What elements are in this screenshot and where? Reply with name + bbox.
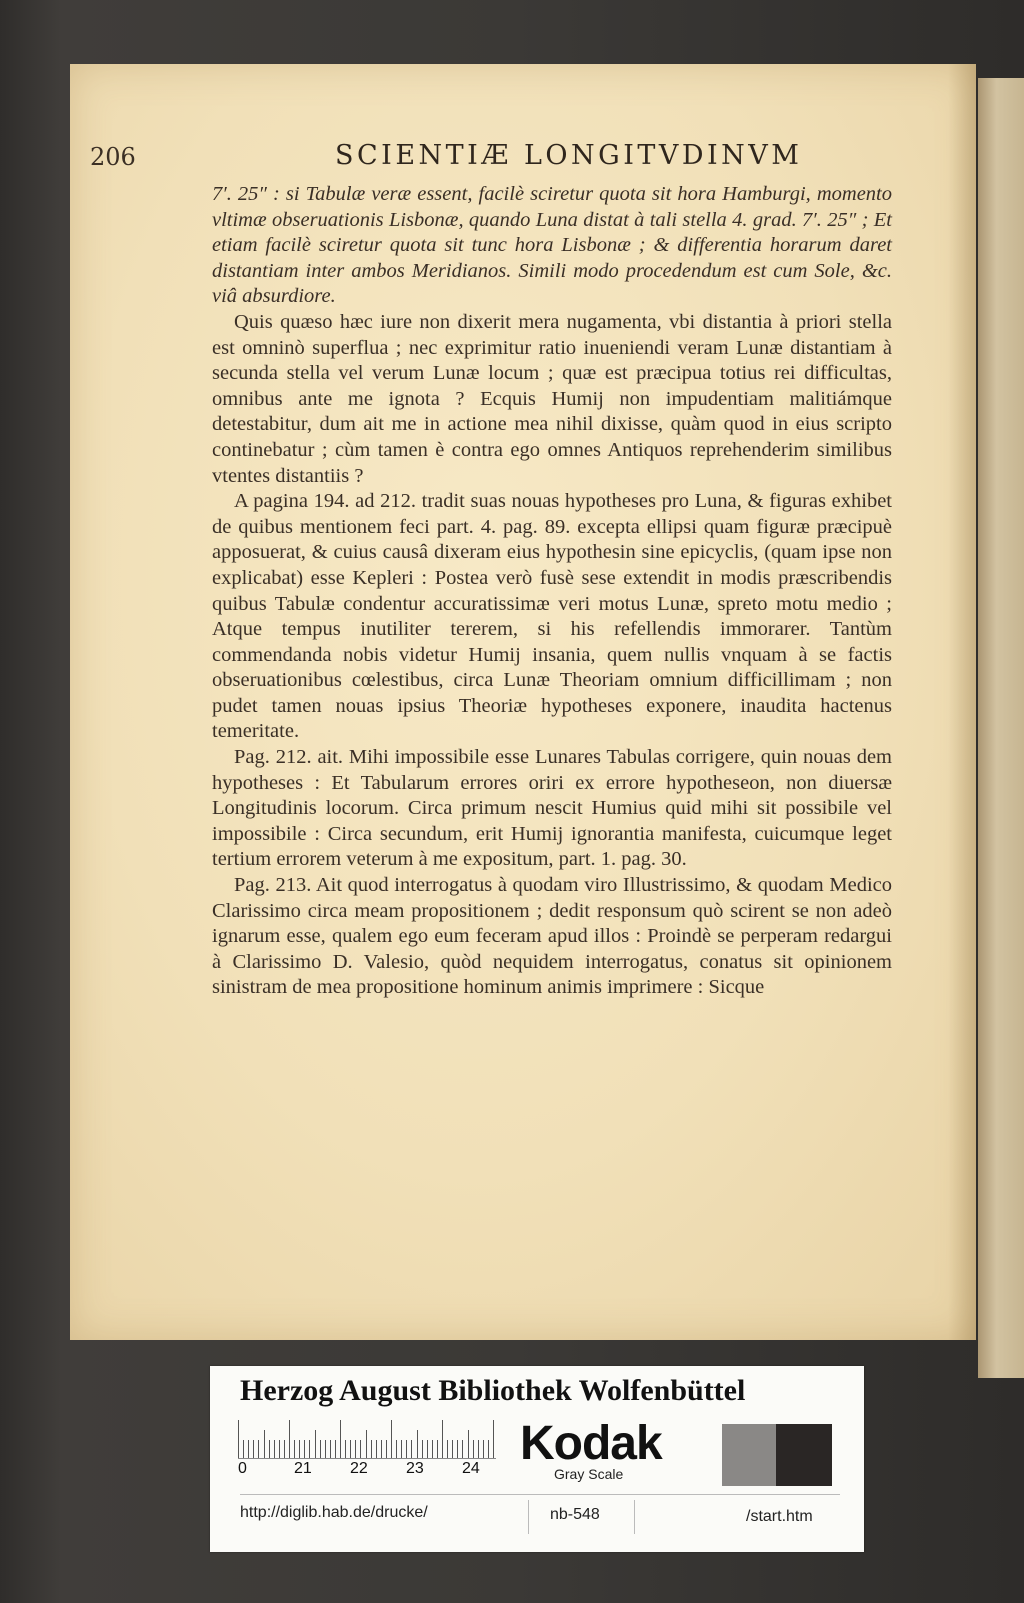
gray-scale-label: Gray Scale xyxy=(554,1466,624,1482)
ruler-tick xyxy=(274,1440,275,1458)
ruler-tick xyxy=(366,1430,367,1458)
ruler-number: 21 xyxy=(294,1460,312,1477)
start-url: /start.htm xyxy=(746,1508,813,1525)
ruler-tick xyxy=(248,1440,249,1458)
ruler-tick xyxy=(371,1440,372,1458)
ruler-tick xyxy=(320,1440,321,1458)
running-head: SCIENTIÆ LONGITVDINVM xyxy=(335,140,803,171)
ruler-tick xyxy=(488,1440,489,1458)
ruler-tick xyxy=(345,1440,346,1458)
paragraph-3: A pagina 194. ad 212. tradit suas nouas hypotheses pro Luna, & figuras exhibet de quibus mentionem feci part. 4. pag. 89. excepta ellipsi quam figuræ præcipuè apposuerat, & cuius causâ dixeram eius hypothesin sine epicyclis, (quam ipse non explicabat) esse Kepleri : Postea verò fusè sese extendit in modis præscribendis quibus Tabulæ condentur accuratissimæ veri motus Lunæ, spreto motu medio ; Atque tempus inutiliter tererem, si his refellendis immorarer. Tantùm commendanda nobis videtur Humij insania, quem nullis vnquam à se factis obseruationibus cœlestibus, circa Lunæ Theoriam omnium difficillimam ; non pudet tamen nouas ipsius Theoriæ hypotheses exponere, inaudita hactenus temeritate. xyxy=(212,490,892,743)
ruler-numbers xyxy=(230,1460,530,1484)
paragraph-1: 7′. 25″ : si Tabulæ veræ essent, facilè sciretur quota sit hora Hamburgi, momento vltimæ obseruationis Lisbonæ, quando Luna distat à tali stella 4. grad. 7′. 25″ ; Et etiam facilè sciretur quota sit tunc hora Lisbonæ ; & differentia horarum daret distantiam inter ambos Meridianos. Simili modo procedendum est cum Sole, &c. viâ absurdiore. xyxy=(212,183,892,308)
dark-swatch xyxy=(776,1424,832,1486)
ruler-tick xyxy=(381,1440,382,1458)
ruler-tick xyxy=(442,1420,443,1458)
library-name: Herzog August Bibliothek Wolfenbüttel xyxy=(240,1374,746,1407)
ruler-tick xyxy=(401,1440,402,1458)
ruler-number: 23 xyxy=(406,1460,424,1477)
ruler-tick xyxy=(258,1440,259,1458)
target-divider xyxy=(240,1494,840,1495)
ruler-tick xyxy=(304,1440,305,1458)
separator xyxy=(528,1500,529,1534)
facing-page-edge xyxy=(978,78,1024,1378)
ruler-tick xyxy=(309,1440,310,1458)
ruler-tick xyxy=(243,1440,244,1458)
ruler-tick xyxy=(437,1440,438,1458)
ruler-tick xyxy=(299,1440,300,1458)
ruler-tick xyxy=(264,1430,265,1458)
ruler-tick xyxy=(289,1420,290,1458)
ruler-tick xyxy=(315,1430,316,1458)
ruler-tick xyxy=(468,1430,469,1458)
ruler-tick xyxy=(335,1440,336,1458)
ruler-tick xyxy=(325,1440,326,1458)
page-number: 206 xyxy=(90,143,136,171)
ruler-tick xyxy=(447,1440,448,1458)
shelf-code: nb-548 xyxy=(550,1506,600,1523)
ruler-tick xyxy=(391,1420,392,1458)
ruler-tick xyxy=(422,1440,423,1458)
ruler-tick xyxy=(478,1440,479,1458)
library-url: http://diglib.hab.de/drucke/ xyxy=(240,1504,428,1521)
color-target-card xyxy=(210,1366,864,1552)
ruler-tick xyxy=(457,1440,458,1458)
ruler-tick xyxy=(376,1440,377,1458)
ruler-tick xyxy=(269,1440,270,1458)
ruler-tick xyxy=(406,1440,407,1458)
separator xyxy=(634,1500,635,1534)
kodak-logo: Kodak xyxy=(520,1417,662,1470)
paragraph-5: Pag. 213. Ait quod interrogatus à quodam viro Illustrissimo, & quodam Medico Clarissimo circa meam propositionem ; dedit responsum quò scirent se non adeò ignarum esse, qualem ego eum feceram apud illos : Proindè se perperam redargui à Clarissimo D. Valesio, quòd nequidem interrogatus, conatus sit opinionem sinistram de mea propositione hominum animis imprimere : Sicque xyxy=(212,874,892,999)
ruler-tick xyxy=(340,1420,341,1458)
ruler-tick xyxy=(284,1440,285,1458)
ruler-tick xyxy=(238,1420,239,1458)
ruler-tick xyxy=(483,1440,484,1458)
ruler-number: 22 xyxy=(350,1460,368,1477)
gray-swatch xyxy=(722,1424,776,1486)
ruler xyxy=(238,1418,496,1459)
ruler-tick xyxy=(253,1440,254,1458)
ruler-tick xyxy=(330,1440,331,1458)
ruler-tick xyxy=(360,1440,361,1458)
ruler-tick xyxy=(350,1440,351,1458)
ruler-tick xyxy=(452,1440,453,1458)
ruler-number: 24 xyxy=(462,1460,480,1477)
paragraph-4: Pag. 212. ait. Mihi impossibile esse Lunares Tabulas corrigere, quin nouas dem hypotheses : Et Tabularum errores oriri ex errore hypotheseon, non diuersæ Longitudinis locorum. Circa primum nescit Humius quid mihi sit possibile vel impossibile : Circa secundum, erit Humij ignorantia manifesta, cuicumque leget tertium errorem veterum à me expositum, part. 1. pag. 30. xyxy=(212,746,892,871)
ruler-tick xyxy=(432,1440,433,1458)
ruler-tick xyxy=(396,1440,397,1458)
ruler-tick xyxy=(411,1440,412,1458)
ruler-tick xyxy=(294,1440,295,1458)
ruler-tick xyxy=(386,1440,387,1458)
paragraph-2: Quis quæso hæc iure non dixerit mera nugamenta, vbi distantia à priori stella est omninò superflua ; nec exprimitur ratio inueniendi veram Lunæ distantiam à secunda stella vel verum Lunæ locum ; quæ est præcipua totius rei difficultas, omnibus ante me ignota ? Ecquis Humij non impudentiam malitiámque detestabitur, dum ait me in actione mea nihil dixisse, quàm quod in eius scripto continebatur ; cùm tamen è contra ego omnes Antiquos reprehenderim similibus vtentes distantiis ? xyxy=(212,310,892,487)
ruler-tick xyxy=(462,1440,463,1458)
ruler-tick xyxy=(417,1430,418,1458)
ruler-number: 0 xyxy=(238,1460,247,1477)
body-text xyxy=(212,182,892,1001)
ruler-tick xyxy=(473,1440,474,1458)
ruler-tick xyxy=(355,1440,356,1458)
ruler-tick xyxy=(279,1440,280,1458)
ruler-tick xyxy=(493,1420,494,1458)
ruler-tick xyxy=(427,1440,428,1458)
